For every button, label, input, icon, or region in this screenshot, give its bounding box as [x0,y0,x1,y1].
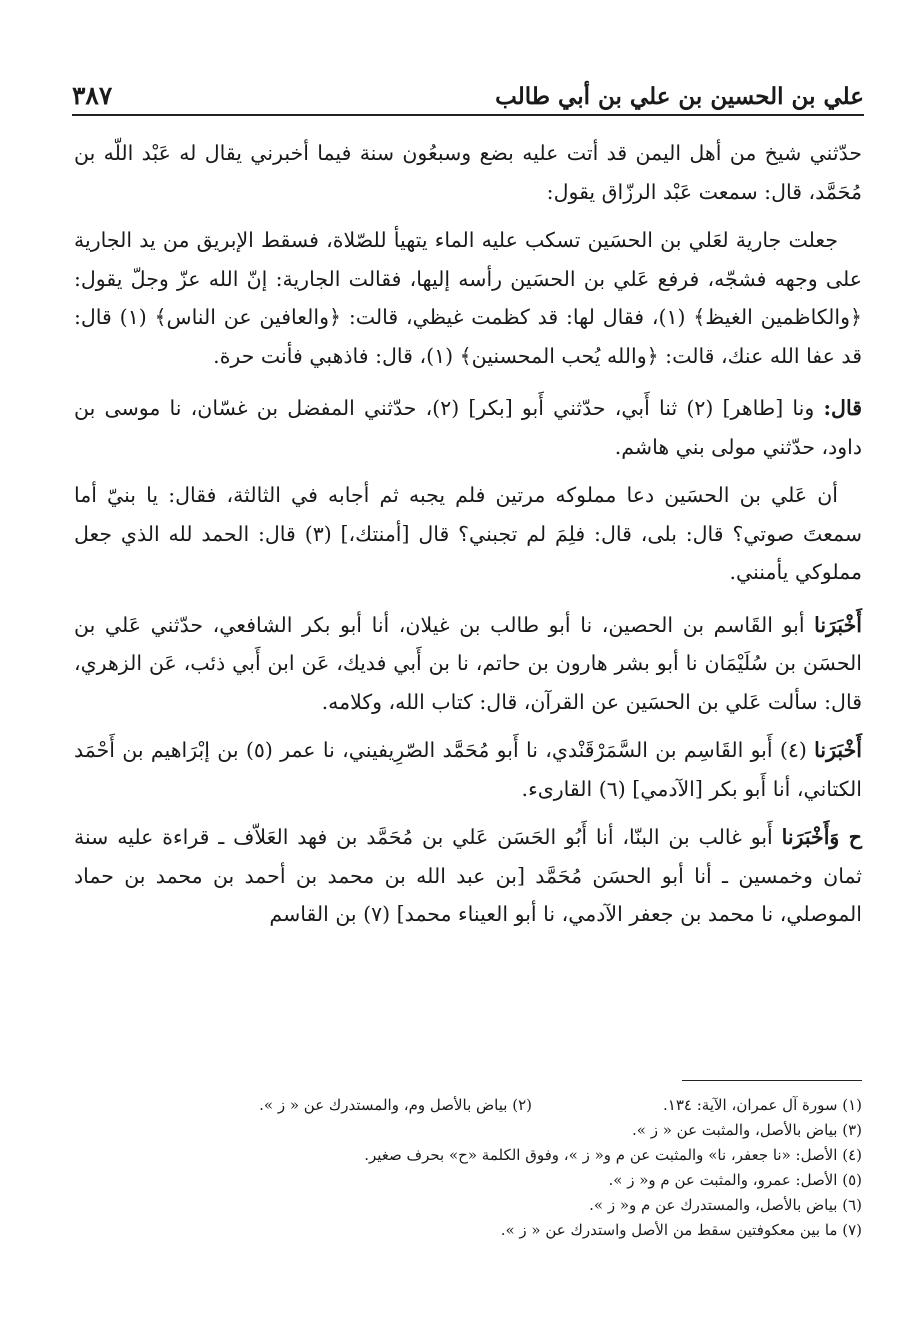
paragraph [74,731,862,808]
footnote [364,1143,862,1168]
paragraph [74,818,862,934]
footnote-number: (٤) [842,1146,862,1164]
footnote-number: (١) [842,1096,862,1114]
footnote [589,1193,862,1218]
footnote-number: (٢) [512,1096,532,1114]
footnote-text: بياض بالأصل، والمستدرك عن م و« ز ». [589,1196,838,1214]
paragraph-text: أبو القَاسم بن الحصين، نا أبو طالب بن غيلان، أنا أبو بكر الشافعي، حدّثني عَلي بن الحسَن بن سُلَيْمَان نا أبو بشر هارون بن حاتم، نا بن أَبي فديك، عَن ابن أَبي ذئب، عَن الزهري، قال: سألت عَلي بن الحسَين عن القرآن، قال: كتاب الله، وكلامه. [74,612,862,714]
footnote-separator [682,1080,862,1081]
paragraph-text: ونا [طاهر] (٢) ثنا أَبي، حدّثني أَبو [بكر] (٢)، حدّثني المفضل بن غسّان، نا موسى بن داود، حدّثني مولى بني هاشم. [74,396,862,459]
footnote-text: سورة آل عمران، الآية: ١٣٤. [663,1096,838,1114]
footnote [609,1168,863,1193]
paragraph-lead: أَخْبَرَنا [814,612,862,637]
footnote-text: بياض بالأصل وم، والمستدرك عن « ز ». [259,1096,508,1114]
footnote-number: (٥) [842,1171,862,1189]
paragraph [74,389,862,466]
paragraph-text: أَبو غالب بن البنّا، أنا أَبُو الحَسَن عَلي بن مُحَمَّد بن فهد العَلاّف ـ قراءة عليه سنة ثمان وخمسين ـ أنا أبو الحسَن مُحَمَّد [بن عبد الله بن محمد بن أحمد بن محمد بن حماد الموصلي، نا محمد بن جعفر الآدمي، نا أبو العيناء محمد] (٧) بن القاسم [74,825,862,926]
footnotes [74,1093,862,1243]
paragraph-lead: ح وَأَخْبَرَنا [781,825,862,849]
footnote-row [74,1193,862,1218]
footnote [501,1218,862,1243]
footnote-number: (٣) [842,1121,862,1139]
paragraph [74,134,862,211]
footnote [259,1093,532,1118]
footnote-row [74,1218,862,1243]
footnote-number: (٧) [842,1221,862,1239]
footnote-row [74,1143,862,1168]
running-header [72,66,864,116]
footnote-row [74,1168,862,1193]
paragraph-text: حدّثني شيخ من أهل اليمن قد أتت عليه بضع وسبعُون سنة فيما أخبرني يقال له عَبْد اللّه بن مُحَمَّد، قال: سمعت عَبْد الرزّاق يقول: [74,141,863,204]
footnote-text: الأصل: «نا جعفر، نا» والمثبت عن م و« ز »، وفوق الكلمة «ح» بحرف صغير. [364,1146,838,1164]
footnote-row [74,1093,862,1118]
main-text [74,134,862,948]
paragraph-lead: أَخْبَرَنا [814,738,862,762]
footnote [532,1093,862,1118]
footnote-text: الأصل: عمرو، والمثبت عن م و« ز ». [608,1171,838,1189]
chapter-title: علي بن الحسين بن علي بن أبي طالب [495,83,864,110]
footnote-number: (٦) [842,1196,862,1214]
footnote-text: ما بين معكوفتين سقط من الأصل واستدرك عن « ز ». [500,1221,838,1239]
paragraph-text: جعلت جارية لعَلي بن الحسَين تسكب عليه الماء يتهيأ للصّلاة، فسقط الإبريق من يد الجارية على وجهه فشجّه، فرفع عَلي بن الحسَين رأسه إليها، فقالت الجارية: إنّ الله عزّ وجلّ يقول: ﴿والكاظمين الغيظ﴾ (١)، فقال لها: قد كظمت غيظي، قالت: ﴿والعافين عن الناس﴾ (١) قال: قد عفا الله عنك، قالت: ﴿والله يُحب المحسنين﴾ (١)، قال: فاذهبي فأنت حرة. [74,228,862,368]
paragraph [74,221,862,375]
paragraph-text: أن عَلي بن الحسَين دعا مملوكه مرتين فلم يجبه ثم أجابه في الثالثة، فقال: يا بنيّ أما سمعتَ صوتي؟ قال: بلى، قال: فلِمَ لم تجبني؟ قال [أمنتك،] (٣) قال: الحمد لله الذي جعل مملوكي يأمنني. [74,483,863,584]
footnote-text: بياض بالأصل، والمثبت عن « ز ». [632,1121,838,1139]
page-number: ٣٨٧ [72,81,113,110]
paragraph [74,476,862,592]
paragraph-lead: قال: [823,396,862,420]
footnote-row [74,1118,862,1143]
paragraph-text: (٤) أَبو القَاسِم بن السَّمَرْقَنْدي، نا أَبو مُحَمَّد الصّرِيفيني، نا عمر (٥) بن إبْرَاهيم بن أَحْمَد الكتاني، أنا أَبو بكر [الآدمي] (٦) القارىء. [74,738,862,801]
paragraph [74,606,862,722]
footnote [632,1118,862,1143]
